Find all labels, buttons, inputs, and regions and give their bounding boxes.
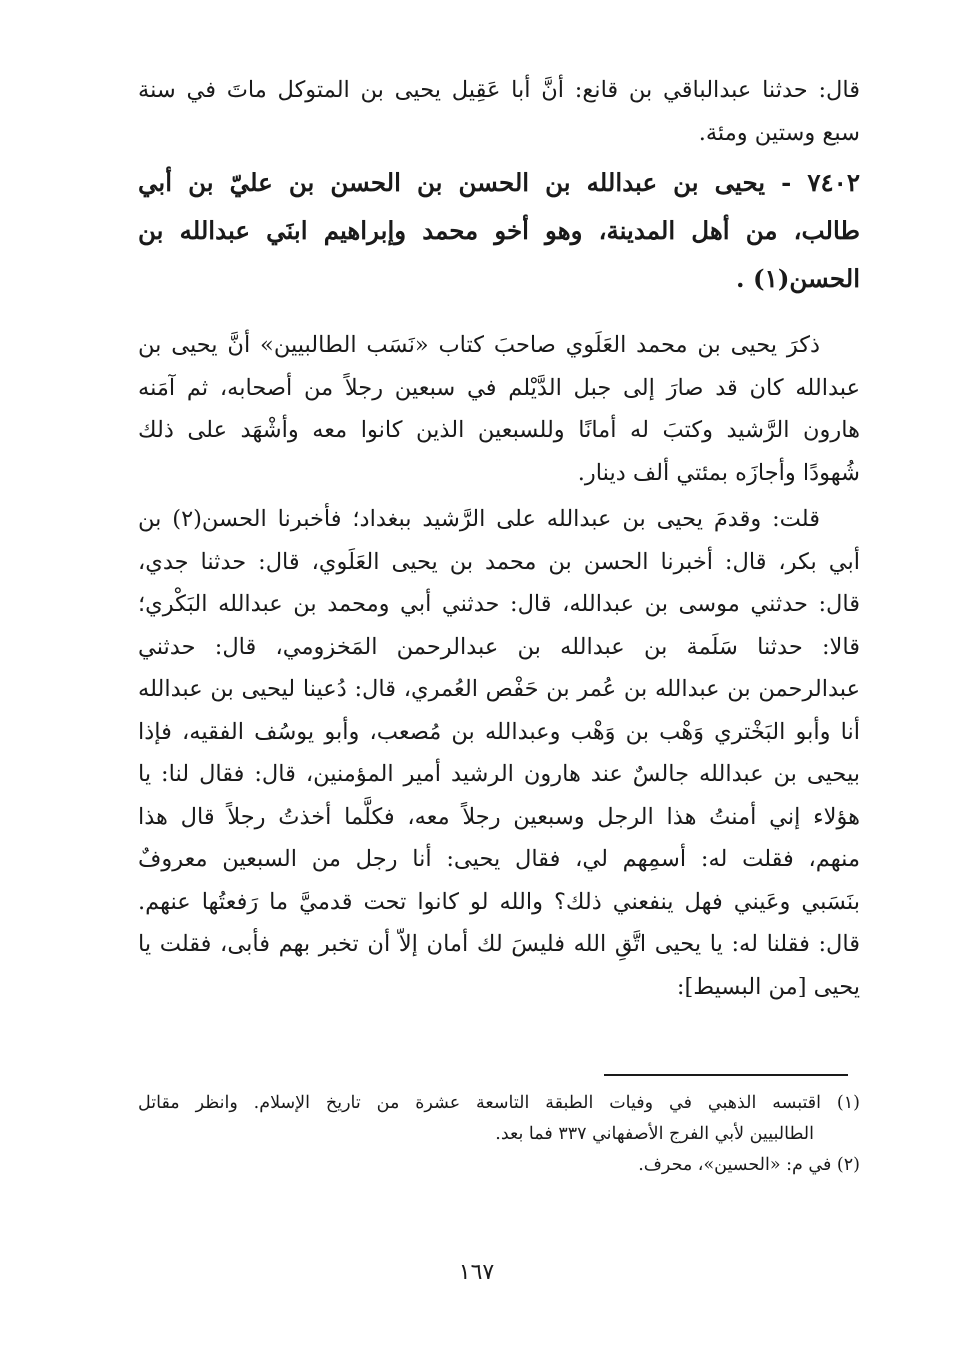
text-line: عبدالله كان قد صارَ إلى جبل الدَّيْلم في سبعين رجلاً من أصحابه، ثم آمَنه [138, 374, 860, 401]
text-line: شُهودًا وأجازَه بمئتي ألف دينار. [577, 459, 860, 486]
text-line: قال: حدثنا عبدالباقي بن قانع: أنَّ أبا عَقِيل يحيى بن المتوكل ماتَ في سنة [138, 77, 860, 103]
text-line: أبي بكر، قال: أخبرنا الحسن بن محمد بن يحيى العَلَوي، قال: حدثنا جدي، [138, 548, 860, 575]
paragraph-2 [138, 505, 860, 1015]
main-text [138, 76, 860, 1015]
text-line: سبع وستين ومئة. [698, 119, 860, 146]
text-line: عبدالرحمن بن عبدالله بن عُمر بن حَفْص العُمري، قال: دُعينا ليحيى بن عبدالله [138, 676, 860, 702]
heading-line: ٧٤٠٢ - يحيى بن عبدالله بن الحسن بن الحسن بن عليّ بن أبي [138, 168, 860, 197]
text-line: هارون الرَّشيد وكتبَ له أمانًا وللسبعين الذين كانوا معه وأشْهَد على ذلك [138, 417, 860, 443]
footnote-1 [138, 1092, 860, 1154]
page-number: ١٦٧ [458, 1260, 495, 1285]
text-line: منهم، فقلت له: أسمِهم لي، فقال يحيى: أنا رجل من السبعين معروفٌ [138, 846, 860, 872]
footnote-line: الطالبيين لأبي الفرج الأصفهاني ٣٣٧ فما بعد. [495, 1124, 814, 1144]
text-line: ذكرَ يحيى بن محمد العَلَوي صاحبَ كتاب «نَسَب الطالبيين» أنَّ يحيى بن [138, 332, 820, 358]
footnote-line: (٢) في م: «الحسين»، محرف. [638, 1155, 860, 1175]
text-line: يحيى [من البسيط]: [676, 973, 860, 1000]
footnote-2 [138, 1154, 860, 1185]
intro-paragraph [138, 76, 860, 161]
heading-line: طالب، من أهل المدينة، وهو أخو محمد وإبراهيم ابنَي عبدالله بن [138, 216, 860, 245]
text-line: بنَسَبي وعَيني فهل ينفعني ذلك؟ والله لو كانوا تحت قدميَّ ما رَفعتُها عنهم. [138, 888, 860, 915]
entry-heading [138, 165, 860, 309]
text-line: قالا: حدثنا سَلَمة بن عبدالله بن عبدالرحمن المَخزومي، قال: حدثني [138, 633, 860, 660]
text-line: هؤلاء إني أمنتُ هذا الرجل وسبعين رجلاً معه، فكلَّما أخذتُ رجلاً قال هذا [138, 803, 860, 830]
footnote-separator [604, 1074, 848, 1076]
text-line: قال: حدثني موسى بن عبدالله، قال: حدثني أبي ومحمد بن عبدالله البَكْري؛ [138, 591, 860, 617]
text-line: أنا وأبو البَخْتري وَهْب بن وَهْب وعبدالله بن مُصعب، وأبو يوسُف الفقيه، فإذا [138, 718, 860, 745]
footnotes [138, 1092, 860, 1185]
heading-line: الحسن(١) . [735, 264, 860, 293]
text-line: قلت: وقدمَ يحيى بن عبدالله على الرَّشيد ببغداد؛ فأخبرنا الحسن(٢) بن [138, 506, 820, 532]
footnote-line: (١) اقتبسه الذهبي في وفيات الطبقة التاسعة عشرة من تاريخ الإسلام. وانظر مقاتل [138, 1093, 860, 1113]
text-line: بيحيى بن عبدالله جالسٌ عند هارون الرشيد أمير المؤمنين، قال: فقال لنا: يا [138, 761, 860, 787]
text-line: قال: فقلنا له: يا يحيى اتَّقِ الله فليسَ لك أمان إلاّ أن تخبر بهم فأبى، فقلت يا [138, 931, 860, 957]
paragraph-1 [138, 331, 860, 501]
